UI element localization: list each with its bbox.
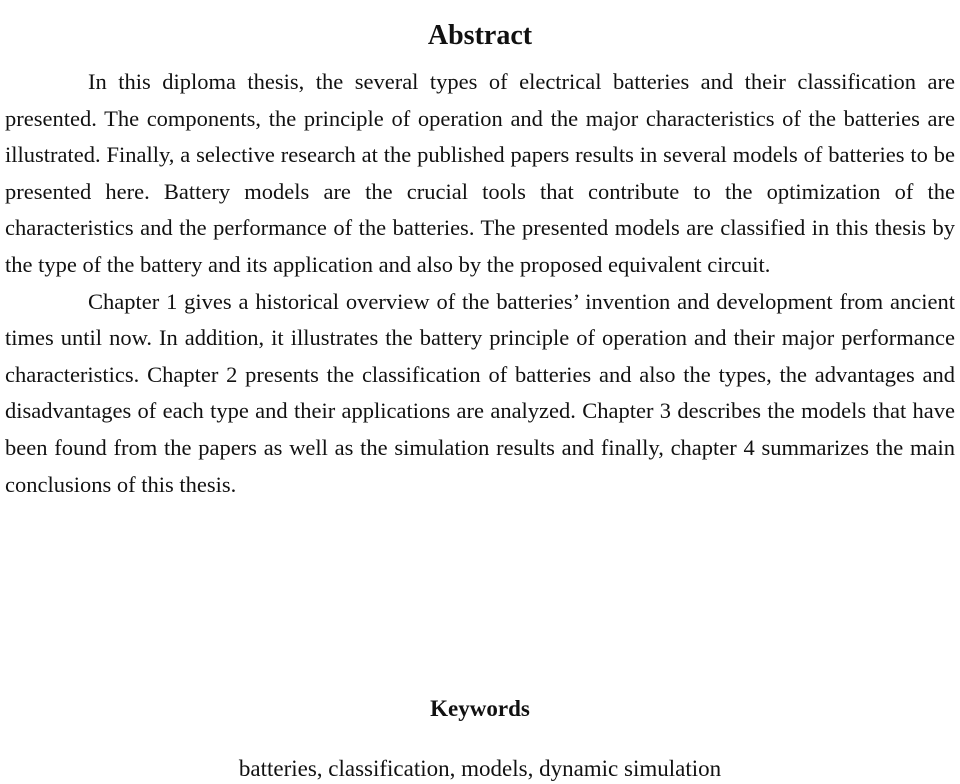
abstract-paragraph: Chapter 1 gives a historical overview of the batteries’ invention and development from ancient times until now. In addition, it illustrates the battery principle of operation and their major performance characteristics. Chapter 2 presents the classification of batteries and also the types, the advantages and disadvantages of each type and their applications are analyzed. Chapter 3 describes the models that have been found from the papers as well as the simulation results and finally, chapter 4 summarizes the main conclusions of this thesis. xyxy=(5,288,955,497)
abstract-paragraph: In this diploma thesis, the several types of electrical batteries and their classification are presented. The components, the principle of operation and the major characteristics of the batteries are illustrated. Finally, a selective research at the published papers results in several models of batteries to be presented here. Battery models are the crucial tools that contribute to the optimization of the characteristics and the performance of the batteries. The presented models are classified in this thesis by the type of the battery and its application and also by the proposed equivalent circuit. xyxy=(5,69,955,277)
abstract-body xyxy=(5,64,955,503)
abstract-title: Abstract xyxy=(427,19,533,51)
keywords-heading: Keywords xyxy=(430,696,530,721)
keywords-list: batteries, classification, models, dynamic simulation xyxy=(238,756,722,781)
